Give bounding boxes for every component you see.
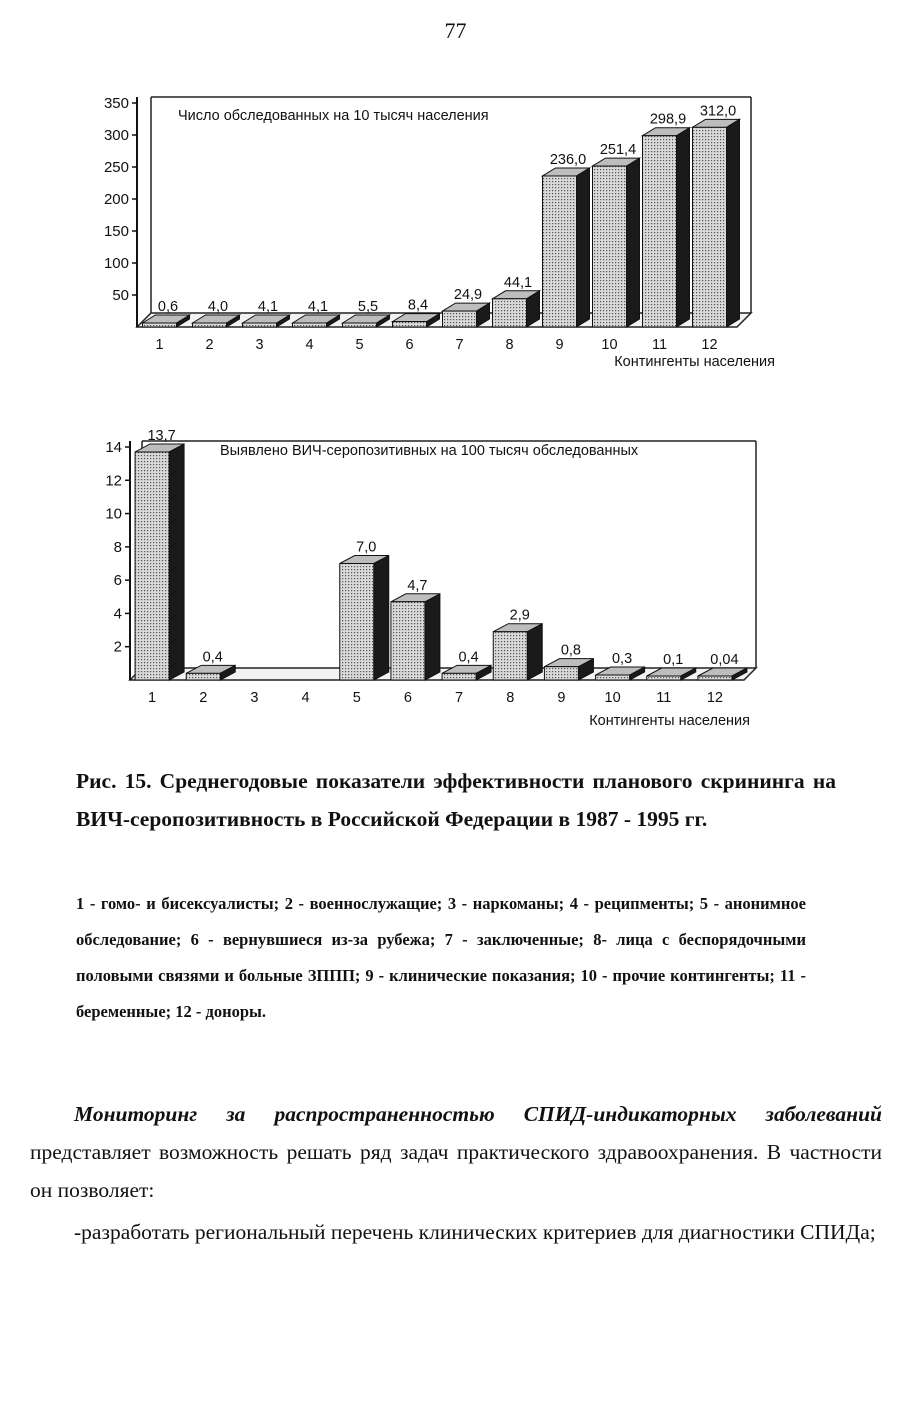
x-tick-label: 5 bbox=[355, 337, 364, 353]
data-label: 8,4 bbox=[407, 297, 429, 314]
bar-side bbox=[527, 624, 542, 680]
data-label: 0,3 bbox=[611, 651, 633, 668]
bar-side bbox=[425, 594, 440, 680]
x-tick-label: 9 bbox=[555, 337, 564, 353]
data-label: 4,1 bbox=[257, 299, 279, 315]
x-tick-label: 8 bbox=[506, 690, 515, 706]
y-tick-label: 8 bbox=[113, 538, 122, 556]
y-tick-label: 50 bbox=[112, 287, 129, 304]
x-tick-label: 7 bbox=[455, 337, 464, 353]
data-label: 5,5 bbox=[357, 299, 379, 315]
x-axis-label: Контингенты населения bbox=[614, 354, 775, 370]
bar bbox=[340, 564, 374, 681]
y-tick-label: 6 bbox=[113, 572, 122, 590]
chart-examined-per-10000 bbox=[0, 85, 911, 465]
paragraph-list-item bbox=[30, 1213, 882, 1251]
figure-caption: Рис. 15. Среднегодовые показатели эффективности планового скрининга на ВИЧ-серопозитивность в Российской Федерации в 1987 - 1995 гг. bbox=[76, 769, 836, 831]
bar-side bbox=[727, 119, 740, 327]
x-tick-label: 6 bbox=[403, 690, 412, 706]
paragraph-lead: Мониторинг за распространенностью СПИД-индикаторных заболеваний bbox=[74, 1102, 882, 1126]
data-label: 4,0 bbox=[207, 299, 229, 315]
data-label: 44,1 bbox=[503, 274, 533, 291]
bar bbox=[643, 136, 677, 327]
x-tick-label: 8 bbox=[505, 337, 514, 353]
x-tick-label: 5 bbox=[352, 690, 361, 706]
x-tick-label: 10 bbox=[601, 337, 618, 353]
data-label: 0,4 bbox=[202, 649, 223, 666]
y-tick-label: 12 bbox=[105, 472, 122, 490]
data-label: 7,0 bbox=[356, 539, 377, 556]
data-label: 0,6 bbox=[157, 299, 179, 315]
chart-title: Число обследованных на 10 тысяч населения bbox=[178, 108, 489, 124]
bar bbox=[693, 127, 727, 327]
bar bbox=[443, 311, 477, 327]
bar bbox=[596, 675, 630, 680]
x-tick-label: 12 bbox=[701, 337, 718, 353]
bar bbox=[243, 323, 277, 327]
data-label: 0,4 bbox=[458, 649, 479, 666]
bar-side bbox=[577, 168, 590, 327]
x-tick-label: 1 bbox=[148, 690, 157, 706]
bar-side bbox=[169, 444, 184, 680]
data-label: 0,1 bbox=[663, 652, 684, 668]
bar bbox=[544, 667, 578, 680]
x-tick-label: 10 bbox=[604, 690, 621, 706]
bar-side bbox=[627, 158, 640, 327]
y-tick-label: 10 bbox=[105, 505, 122, 523]
x-tick-label: 4 bbox=[305, 337, 314, 353]
bar-side bbox=[374, 556, 389, 681]
bar-side bbox=[677, 128, 690, 327]
y-tick-label: 2 bbox=[113, 638, 122, 656]
data-label: 2,9 bbox=[509, 607, 530, 624]
y-tick-label: 200 bbox=[103, 191, 129, 208]
x-tick-label: 4 bbox=[301, 690, 310, 706]
data-label: 236,0 bbox=[549, 151, 587, 168]
bar bbox=[293, 323, 327, 327]
data-label: 251,4 bbox=[599, 142, 637, 159]
x-tick-label: 11 bbox=[651, 337, 668, 353]
x-tick-label: 7 bbox=[455, 690, 464, 706]
data-label: 298,9 bbox=[649, 111, 687, 128]
bar bbox=[135, 452, 169, 680]
y-tick-label: 100 bbox=[103, 255, 129, 272]
data-label: 13,7 bbox=[147, 427, 176, 444]
page-number: 77 bbox=[444, 18, 467, 43]
y-tick-label: 14 bbox=[105, 439, 122, 456]
paragraph-rest: представляет возможность решать ряд задач практического здравоохранения. В частности он позволяет: bbox=[30, 1140, 882, 1202]
data-label: 4,1 bbox=[307, 299, 329, 315]
bar bbox=[393, 322, 427, 327]
data-label: 0,04 bbox=[710, 652, 739, 668]
x-tick-label: 2 bbox=[205, 337, 214, 353]
paragraph-list-text: -разработать региональный перечень клинических критериев для диагностики СПИДа; bbox=[74, 1220, 876, 1244]
data-label: 0,8 bbox=[560, 642, 582, 659]
data-label: 24,9 bbox=[453, 287, 483, 304]
bar bbox=[543, 176, 577, 327]
y-tick-label: 150 bbox=[103, 223, 129, 240]
bar bbox=[343, 323, 377, 327]
bar bbox=[143, 323, 177, 327]
bar bbox=[186, 673, 220, 680]
bar bbox=[647, 676, 681, 680]
x-tick-label: 9 bbox=[557, 690, 566, 706]
x-tick-label: 6 bbox=[405, 337, 414, 353]
y-tick-label: 250 bbox=[103, 159, 129, 176]
y-tick-label: 4 bbox=[113, 605, 122, 623]
paragraph-monitoring bbox=[30, 1095, 882, 1209]
chart-hiv-positive-per-100000 bbox=[0, 425, 911, 775]
figure-legend: 1 - гомо- и бисексуалисты; 2 - военнослужащие; 3 - наркоманы; 4 - реципменты; 5 - анонимное обследование; 6 - вернувшиеся из-за рубежа; 7 - заключенные; 8- лица с беспорядочными половыми связями и больные ЗППП; 9 - клинические показания; 10 - прочие контингенты; 11 - беременные; 12 - доноры. bbox=[76, 894, 806, 1021]
x-axis-label: Контингенты населения bbox=[589, 713, 750, 729]
bar bbox=[593, 166, 627, 327]
bar bbox=[193, 323, 227, 327]
x-tick-label: 12 bbox=[706, 690, 723, 706]
chart-title: Выявлено ВИЧ-серопозитивных на 100 тысяч обследованных bbox=[220, 443, 639, 459]
x-tick-label: 3 bbox=[255, 337, 264, 353]
y-tick-label: 350 bbox=[103, 95, 129, 112]
bar bbox=[493, 632, 527, 680]
data-label: 312,0 bbox=[699, 103, 737, 120]
bar bbox=[493, 299, 527, 327]
bar bbox=[698, 676, 732, 680]
data-label: 4,7 bbox=[407, 577, 428, 594]
y-tick-label: 300 bbox=[103, 127, 129, 144]
bar bbox=[391, 602, 425, 680]
x-tick-label: 2 bbox=[199, 690, 208, 706]
x-tick-label: 3 bbox=[250, 690, 259, 706]
x-tick-label: 11 bbox=[656, 690, 672, 706]
bar bbox=[442, 673, 476, 680]
x-tick-label: 1 bbox=[155, 337, 164, 353]
